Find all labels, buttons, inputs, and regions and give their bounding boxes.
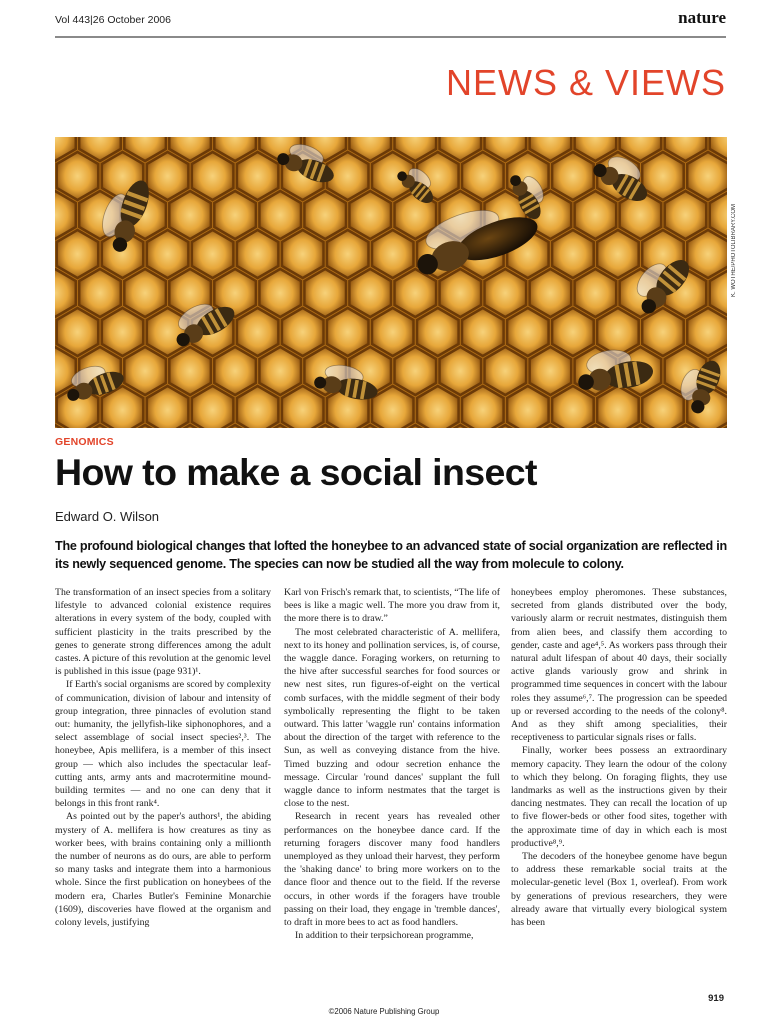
honeycomb-cell bbox=[192, 230, 234, 278]
body-column-1 bbox=[55, 586, 271, 929]
issue-info: Vol 443|26 October 2006 bbox=[55, 14, 171, 26]
photo-credit: K. WOTHE/PHOTOLIBRARY.COM bbox=[731, 203, 737, 297]
honeycomb-cell bbox=[372, 230, 414, 278]
honeycomb-cell bbox=[327, 230, 369, 278]
honeycomb-cell bbox=[147, 152, 189, 200]
honeycomb-cell bbox=[169, 347, 211, 395]
paragraph: The decoders of the honeybee genome have begun to address these remarkable social traits at the molecular-genetic level (Box 1, overleaf). From work by generations of previous researchers, they were already aware that virtually every biological system has been bbox=[511, 851, 727, 929]
honeycomb-cell bbox=[687, 230, 727, 278]
honeycomb-cell bbox=[372, 308, 414, 356]
honeycomb-cell bbox=[282, 308, 324, 356]
honeycomb-cell bbox=[530, 269, 572, 317]
honeycomb-cell bbox=[57, 308, 99, 356]
honeybee-photo bbox=[55, 137, 727, 428]
article-title: How to make a social insect bbox=[55, 451, 537, 493]
honeycomb-cell bbox=[665, 191, 707, 239]
honeycomb-cell bbox=[102, 308, 144, 356]
honeycomb-cell bbox=[417, 308, 459, 356]
running-header bbox=[55, 8, 726, 28]
header-rule bbox=[55, 36, 726, 38]
honeycomb-cell bbox=[237, 152, 279, 200]
page-number: 919 bbox=[708, 993, 724, 1004]
honeycomb-cell bbox=[282, 230, 324, 278]
honeycomb-cell bbox=[79, 269, 121, 317]
body-column-3 bbox=[511, 586, 727, 929]
honeycomb-cell bbox=[440, 347, 482, 395]
honeycomb-cell bbox=[304, 191, 346, 239]
honeycomb-cell bbox=[642, 152, 684, 200]
honeycomb-cell bbox=[485, 347, 527, 395]
honeycomb-cell bbox=[575, 191, 617, 239]
paragraph: honeybees employ pheromones. These substances, secreted from glands distributed over the body, variously alarm or recruit nestmates, distinguish them from alien bees, and classify them according to gender, caste and age⁴,⁵. As workers pass through their natural adult lifespan of about 40 days, their socially active glands variously grow and shrink in programmed time sequences in concert with the labour roles they assume⁶,⁷. The progression can be speeded up or reversed according to the needs of the colony⁸. And as they shift among specialities, their receptiveness to particular signals rises or falls. bbox=[511, 587, 727, 744]
honeycomb-cell bbox=[192, 152, 234, 200]
honeycomb-cell bbox=[395, 347, 437, 395]
honeycomb-cell bbox=[259, 347, 301, 395]
honeycomb-cell bbox=[304, 269, 346, 317]
standfirst: The profound biological changes that lofted the honeybee to an advanced state of social organization are reflected in its newly sequenced genome. The species can now be studied all the way from molecule to colony. bbox=[55, 539, 727, 571]
honeycomb-cell bbox=[237, 230, 279, 278]
paragraph: As pointed out by the paper's authors¹, the abiding mystery of A. mellifera is how creatures as tiny as worker bees, with brains containing only a millionth the number of neurons as do ours, are able to perform so many tasks and integrate them into a harmonious whole. Since the first publication on honeybees of the modern era, Charles Butler's Feminine Monarchie (1609), discoveries have flowed at the organism and colony levels, justifying bbox=[55, 811, 271, 929]
section-kicker: GENOMICS bbox=[55, 436, 114, 448]
honeycomb-cell bbox=[214, 347, 256, 395]
honeycomb-cell bbox=[349, 269, 391, 317]
honeycomb-cell bbox=[147, 230, 189, 278]
paragraph: The transformation of an insect species from a solitary lifestyle to advanced colonial existence requires alterations in every system of the body, coupled with sufficient plasticity in the traits prescribed by the genes to generate strong differences among the adult castes. A picture of this revolution at the genomic level is published in this issue (page 931)¹. bbox=[55, 587, 271, 678]
honeycomb-cell bbox=[462, 308, 504, 356]
body-column-2 bbox=[284, 586, 500, 942]
paragraph: In addition to their terpsichorean programme, bbox=[295, 930, 474, 942]
honeycomb-cell bbox=[552, 230, 594, 278]
honeycomb-cell bbox=[259, 191, 301, 239]
paragraph: If Earth's social organisms are scored by complexity of communication, division of labour and intensity of group integration, three pinnacles of evolution stand out: humanity, the jellyfish-like siphonophores, and a select assemblage of social insect species²,³. The honeybee, Apis mellifera, is a member of this insect group — which also includes the spectacular leaf-cutting ants, army ants and macrotermitine mound-building termites — and no one can deny that it belongs in this front rank⁴. bbox=[55, 679, 271, 810]
honeycomb-cell bbox=[530, 347, 572, 395]
honeycomb-cell bbox=[597, 230, 639, 278]
honeycomb-cell bbox=[57, 152, 99, 200]
honeycomb-cell bbox=[462, 152, 504, 200]
journal-logo: nature bbox=[678, 8, 726, 27]
section-label: NEWS & VIEWS bbox=[445, 62, 726, 103]
honeycomb-cell bbox=[214, 191, 256, 239]
article-author: Edward O. Wilson bbox=[55, 509, 160, 524]
copyright-footer: ©2006 Nature Publishing Group bbox=[328, 1007, 440, 1016]
honeycomb-cell bbox=[169, 191, 211, 239]
honeycomb-cell bbox=[349, 191, 391, 239]
honeycomb-cell bbox=[485, 269, 527, 317]
honeycomb-illustration bbox=[55, 137, 727, 428]
honeycomb-cell bbox=[259, 269, 301, 317]
honeycomb-cell bbox=[687, 308, 727, 356]
paragraph: The most celebrated characteristic of A. mellifera, next to its honey and pollination services, is, of course, the waggle dance. Foraging workers, on returning to the hive after successful searches for food sources or new nest sites, run figures-of-eight on the vertical comb surfaces, with the middle segment of their body symbolically representing the flight to be taken outward. This latter 'waggle run' contains information about the direction of the target with reference to the Sun, as well as conveying distance from the hive. Timed buzzing and odour secretion enhance the message. Circular 'round dances' supplant the full waggle dance to inform nestmates that the target is close to the nest. bbox=[284, 626, 500, 810]
honeycomb-cell bbox=[575, 269, 617, 317]
honeycomb-cell bbox=[327, 308, 369, 356]
honeycomb-cell bbox=[642, 308, 684, 356]
paragraph: Karl von Frisch's remark that, to scientists, “The life of bees is like a magic well. The more you draw from it, the more there is to draw.” bbox=[284, 587, 500, 625]
honeycomb-cell bbox=[124, 269, 166, 317]
honeycomb-cell bbox=[395, 269, 437, 317]
honeycomb-cell bbox=[552, 308, 594, 356]
paragraph: Finally, worker bees possess an extraordinary memory capacity. They learn the odour of the colony to which they belong. On foraging flights, they use landmarks as well as the instructions given by their dancing nestmates. They can recall the location of up to five flower-beds or other food sites, together with the approximate time of day in which each is most productive⁸,⁹. bbox=[511, 745, 727, 849]
honeycomb-cell bbox=[57, 230, 99, 278]
honeycomb-cell bbox=[440, 269, 482, 317]
honeycomb-cell bbox=[507, 308, 548, 356]
paragraph: Research in recent years has revealed other performances on the honeybee dance card. If the returning foragers discover many food handlers unemployed as they unload their harvest, they perform the 'shaking dance' to bring more workers on to the dance floor and thence out to the field. If the reverse occurs, in other words if the foragers have trouble passing on their load, they engage in 'tremble dances', to draft in more bees to act as food handlers. bbox=[284, 811, 500, 929]
honeycomb-cell bbox=[687, 152, 727, 200]
honeycomb-cell bbox=[124, 347, 166, 395]
honeycomb-cell bbox=[552, 152, 594, 200]
honeycomb-cell bbox=[597, 308, 639, 356]
honeycomb-cell bbox=[237, 308, 279, 356]
